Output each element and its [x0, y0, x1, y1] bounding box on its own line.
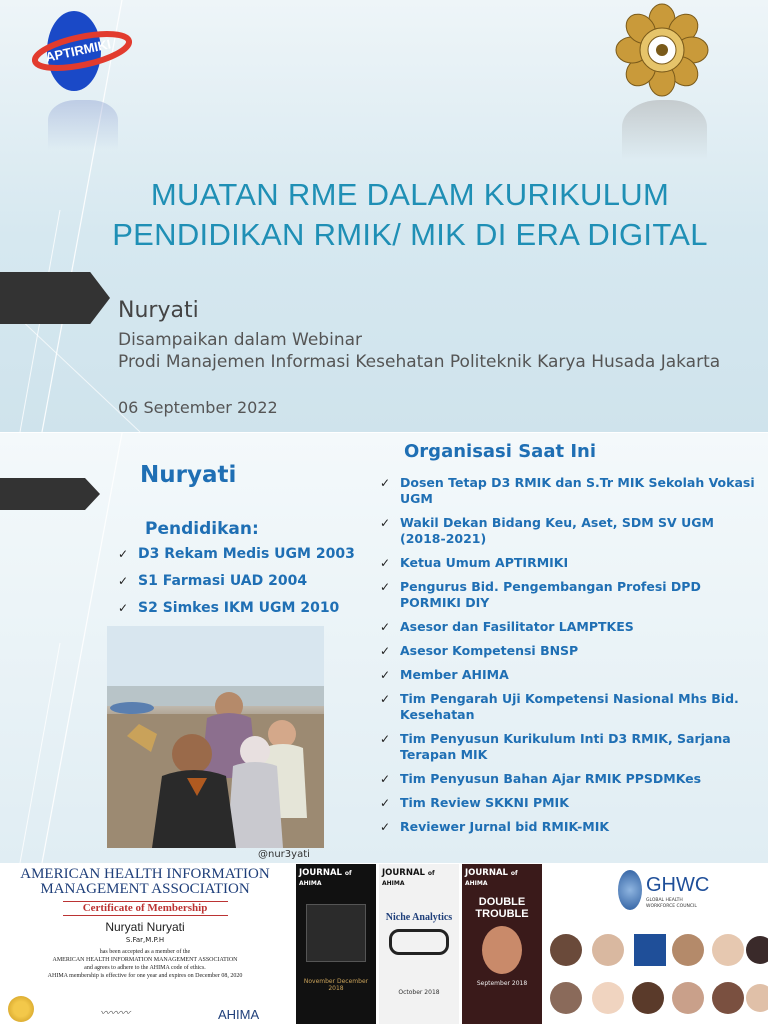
list-item: ✓ S2 Simkes IKM UGM 2010 [118, 595, 368, 622]
list-item: ✓ Tim Review SKKNI PMIK [380, 795, 755, 811]
list-item: ✓ Ketua Umum APTIRMIKI [380, 555, 755, 571]
journal-date: October 2018 [398, 989, 440, 996]
gold-seal-icon [8, 996, 34, 1022]
journal-cover-1 [296, 864, 376, 1024]
list-item: ✓ Tim Penyusun Kurikulum Inti D3 RMIK, Sarjana Terapan MIK [380, 731, 755, 763]
subtitle-line-2: Prodi Manajemen Informasi Kesehatan Politeknik Karya Husada Jakarta [118, 352, 721, 372]
list-item: ✓ Reviewer Jurnal bid RMIK-MIK [380, 819, 755, 835]
ahima-certificate [0, 864, 290, 1024]
journal-date: November December 2018 [303, 978, 369, 992]
journal-masthead-suffix: of AHIMA [299, 870, 352, 887]
journal-cover-3 [462, 864, 542, 1024]
list-item: ✓ D3 Rekam Medis UGM 2003 [118, 541, 368, 568]
slide-arrow [0, 272, 110, 324]
list-item: ✓ Dosen Tetap D3 RMIK dan S.Tr MIK Sekolah Vokasi UGM [380, 475, 755, 507]
journal-masthead-suffix: of AHIMA [382, 870, 435, 887]
signature-icon: 〰〰〰 [100, 1008, 130, 1019]
list-item: ✓ Wakil Dekan Bidang Keu, Aset, SDM SV UGM (2018-2021) [380, 515, 755, 547]
journal-masthead: JOURNAL [382, 868, 425, 878]
list-item: ✓ Asesor Kompetensi BNSP [380, 643, 755, 659]
cert-expiry: December 08, 2020 [195, 973, 243, 979]
education-list [118, 541, 368, 622]
ghwc-line-1: GLOBAL HEALTH [646, 898, 683, 903]
subtitle-line-1: Disampaikan dalam Webinar [118, 330, 363, 350]
ghwc-panel [548, 864, 768, 1024]
globe-icon [618, 870, 642, 910]
logo-reflection [48, 100, 118, 150]
list-item: ✓ Asesor dan Fasilitator LAMPTKES [380, 619, 755, 635]
cert-org-line-1: AMERICAN HEALTH INFORMATION [20, 866, 270, 882]
cert-body-3: and agrees to adhere to the AHIMA code of ethics. [84, 965, 206, 971]
organization-heading: Organisasi Saat Ini [404, 441, 597, 462]
journal-date: September 2018 [476, 980, 528, 987]
cert-body-2: AMERICAN HEALTH INFORMATION MANAGEMENT ASSOCIATION [52, 957, 238, 963]
journal-headline: DOUBLE TROUBLE [475, 896, 529, 920]
cert-body-4: AHIMA membership is effective for one year and expires on [47, 973, 194, 979]
list-item: ✓ Tim Penyusun Bahan Ajar RMIK PPSDMKes [380, 771, 755, 787]
cert-holder: Nuryati Nuryati [105, 920, 185, 934]
presentation-date: 06 September 2022 [118, 398, 278, 417]
list-item: ✓ Member AHIMA [380, 667, 755, 683]
photo-caption: @nur3yati [258, 849, 310, 860]
family-photo [107, 626, 324, 848]
svg-text:APTIRMIKI: APTIRMIKI [44, 36, 113, 65]
list-item: ✓ Tim Pengarah Uji Kompetensi Nasional Mhs Bid. Kesehatan [380, 691, 755, 723]
title-line-1: MUATAN RME DALAM KURIKULUM [150, 177, 670, 212]
cert-title: Certificate of Membership [63, 901, 228, 916]
journal-masthead-suffix: of AHIMA [465, 870, 518, 887]
aptirmiki-logo [32, 5, 132, 95]
cert-credentials: S.Far,M.P.H [125, 936, 165, 944]
journal-masthead: JOURNAL [299, 868, 342, 878]
cert-body-1: has been accepted as a member of the [99, 949, 191, 955]
list-item: ✓ S1 Farmasi UAD 2004 [118, 568, 368, 595]
seal-reflection [622, 100, 707, 160]
title-slide [0, 0, 768, 432]
ahima-brand: AHIMA [218, 1007, 260, 1022]
list-item: ✓ Pengurus Bid. Pengembangan Profesi DPD PORMIKI DIY [380, 579, 755, 611]
title-line-2: PENDIDIKAN RMIK/ MIK DI ERA DIGITAL [112, 217, 708, 252]
ghwc-line-2: WORKFORCE COUNCIL [646, 904, 697, 909]
education-heading: Pendidikan: [145, 519, 259, 539]
cert-org-line-2: MANAGEMENT ASSOCIATION [40, 881, 250, 897]
journal-cover-2 [379, 864, 459, 1024]
slide-arrow [0, 478, 100, 510]
journal-headline: Niche Analytics [385, 912, 453, 923]
ghwc-acronym: GHWC [646, 874, 710, 896]
journal-masthead: JOURNAL [465, 868, 508, 878]
author-name: Nuryati [118, 298, 199, 323]
profile-name: Nuryati [140, 462, 237, 488]
organization-list [380, 475, 755, 843]
faces-collage [548, 928, 768, 1024]
ugm-seal [612, 2, 712, 98]
